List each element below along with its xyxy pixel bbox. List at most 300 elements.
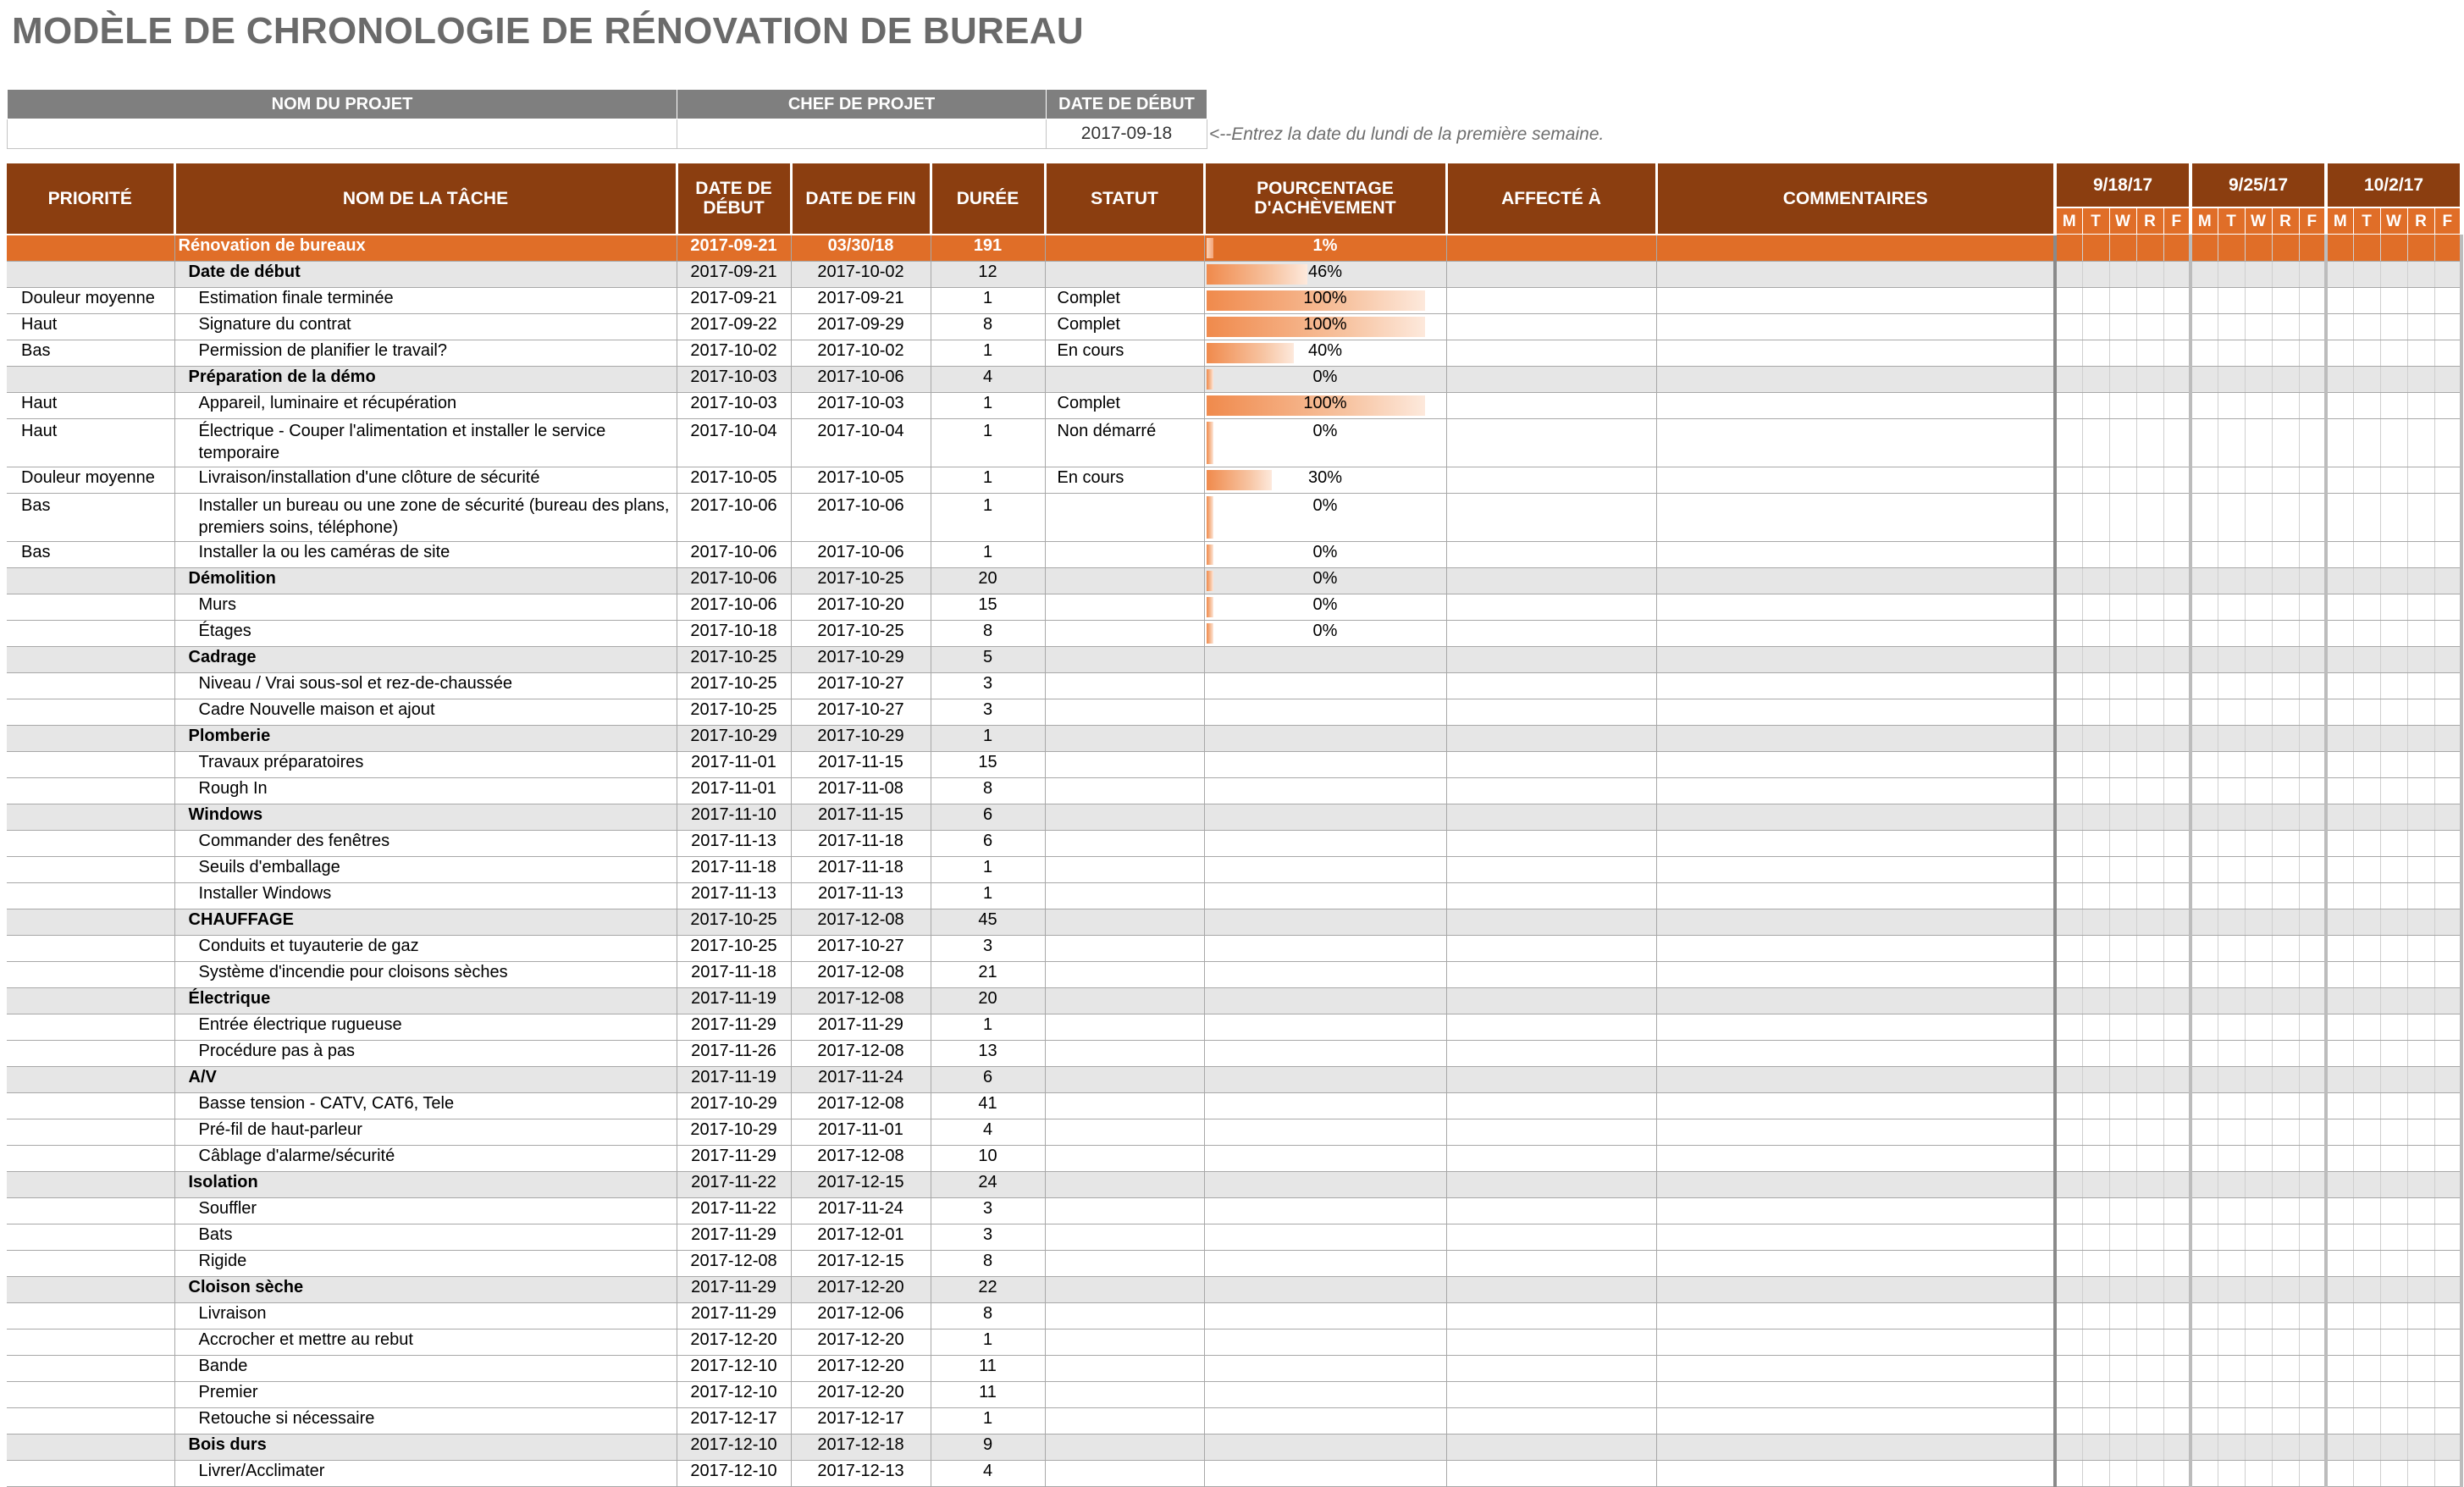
status-cell[interactable] — [1045, 1171, 1204, 1197]
start-date-cell[interactable]: 2017-09-22 — [677, 313, 791, 340]
gantt-cell[interactable] — [2218, 1329, 2245, 1355]
gantt-cell[interactable] — [2109, 725, 2136, 751]
gantt-cell[interactable] — [2272, 392, 2299, 418]
gantt-cell[interactable] — [2055, 1276, 2082, 1302]
gantt-cell[interactable] — [2218, 777, 2245, 804]
duration-cell[interactable]: 11 — [931, 1355, 1045, 1381]
gantt-cell[interactable] — [2218, 235, 2245, 262]
priority-cell[interactable] — [7, 1434, 174, 1460]
gantt-cell[interactable] — [2191, 392, 2218, 418]
gantt-cell[interactable] — [2191, 1066, 2218, 1092]
task-name-cell[interactable]: Isolation — [174, 1171, 677, 1197]
priority-cell[interactable]: Haut — [7, 392, 174, 418]
gantt-cell[interactable] — [2245, 1329, 2272, 1355]
gantt-cell[interactable] — [2055, 699, 2082, 725]
start-date-cell[interactable]: 2017-10-25 — [677, 909, 791, 935]
gantt-cell[interactable] — [2055, 418, 2082, 467]
assigned-cell[interactable] — [1446, 261, 1656, 287]
gantt-cell[interactable] — [2299, 1276, 2326, 1302]
gantt-cell[interactable] — [2245, 856, 2272, 882]
gantt-cell[interactable] — [2299, 1066, 2326, 1092]
duration-cell[interactable]: 1 — [931, 1407, 1045, 1434]
gantt-cell[interactable] — [2109, 235, 2136, 262]
task-name-cell[interactable]: Seuils d'emballage — [174, 856, 677, 882]
end-date-cell[interactable]: 2017-12-08 — [791, 1145, 931, 1171]
gantt-cell[interactable] — [2245, 935, 2272, 961]
gantt-cell[interactable] — [2326, 1355, 2353, 1381]
priority-cell[interactable] — [7, 620, 174, 646]
gantt-cell[interactable] — [2136, 777, 2163, 804]
gantt-cell[interactable] — [2136, 751, 2163, 777]
percent-cell[interactable] — [1204, 1276, 1446, 1302]
priority-cell[interactable] — [7, 1302, 174, 1329]
percent-cell[interactable] — [1204, 751, 1446, 777]
gantt-cell[interactable] — [2136, 620, 2163, 646]
comments-cell[interactable] — [1656, 1355, 2055, 1381]
gantt-cell[interactable] — [2082, 1329, 2109, 1355]
gantt-cell[interactable] — [2434, 1381, 2461, 1407]
gantt-cell[interactable] — [2245, 1014, 2272, 1040]
gantt-cell[interactable] — [2407, 777, 2434, 804]
gantt-cell[interactable] — [2163, 1197, 2191, 1224]
gantt-cell[interactable] — [2163, 725, 2191, 751]
gantt-cell[interactable] — [2218, 594, 2245, 620]
gantt-cell[interactable] — [2218, 313, 2245, 340]
gantt-cell[interactable] — [2272, 594, 2299, 620]
priority-cell[interactable]: Haut — [7, 418, 174, 467]
gantt-cell[interactable] — [2245, 672, 2272, 699]
table-row[interactable] — [7, 699, 2461, 725]
gantt-cell[interactable] — [2136, 909, 2163, 935]
table-row[interactable] — [7, 672, 2461, 699]
priority-cell[interactable]: Haut — [7, 313, 174, 340]
gantt-cell[interactable] — [2272, 1040, 2299, 1066]
status-cell[interactable]: En cours — [1045, 467, 1204, 493]
gantt-cell[interactable] — [2407, 909, 2434, 935]
gantt-cell[interactable] — [2407, 804, 2434, 830]
comments-cell[interactable] — [1656, 418, 2055, 467]
task-name-cell[interactable]: Entrée électrique rugueuse — [174, 1014, 677, 1040]
gantt-cell[interactable] — [2407, 725, 2434, 751]
gantt-cell[interactable] — [2136, 804, 2163, 830]
gantt-cell[interactable] — [2326, 467, 2353, 493]
task-name-cell[interactable]: Cadre Nouvelle maison et ajout — [174, 699, 677, 725]
gantt-cell[interactable] — [2055, 1329, 2082, 1355]
gantt-cell[interactable] — [2434, 418, 2461, 467]
gantt-cell[interactable] — [2082, 909, 2109, 935]
status-cell[interactable] — [1045, 541, 1204, 567]
duration-cell[interactable]: 8 — [931, 1250, 1045, 1276]
gantt-cell[interactable] — [2191, 1014, 2218, 1040]
duration-cell[interactable]: 3 — [931, 672, 1045, 699]
task-name-cell[interactable]: Livraison/installation d'une clôture de sécurité — [174, 467, 677, 493]
gantt-cell[interactable] — [2407, 567, 2434, 594]
gantt-cell[interactable] — [2380, 646, 2407, 672]
gantt-cell[interactable] — [2136, 1040, 2163, 1066]
percent-cell[interactable] — [1204, 392, 1446, 418]
gantt-cell[interactable] — [2380, 541, 2407, 567]
gantt-cell[interactable] — [2191, 418, 2218, 467]
priority-cell[interactable] — [7, 1171, 174, 1197]
gantt-cell[interactable] — [2380, 1040, 2407, 1066]
gantt-cell[interactable] — [2055, 1355, 2082, 1381]
project-name-cell[interactable] — [8, 119, 677, 149]
gantt-cell[interactable] — [2326, 235, 2353, 262]
gantt-cell[interactable] — [2082, 235, 2109, 262]
gantt-cell[interactable] — [2407, 235, 2434, 262]
end-date-cell[interactable]: 2017-12-08 — [791, 1092, 931, 1119]
end-date-cell[interactable]: 2017-12-20 — [791, 1381, 931, 1407]
gantt-cell[interactable] — [2245, 1145, 2272, 1171]
percent-cell[interactable] — [1204, 909, 1446, 935]
section-row[interactable] — [7, 987, 2461, 1014]
gantt-cell[interactable] — [2407, 287, 2434, 313]
percent-cell[interactable] — [1204, 1381, 1446, 1407]
priority-cell[interactable]: Bas — [7, 340, 174, 366]
gantt-cell[interactable] — [2326, 961, 2353, 987]
gantt-cell[interactable] — [2407, 1355, 2434, 1381]
table-row[interactable] — [7, 620, 2461, 646]
gantt-cell[interactable] — [2109, 261, 2136, 287]
end-date-cell[interactable]: 2017-10-20 — [791, 594, 931, 620]
end-date-cell[interactable]: 2017-12-18 — [791, 1434, 931, 1460]
table-row[interactable] — [7, 287, 2461, 313]
gantt-cell[interactable] — [2109, 392, 2136, 418]
duration-cell[interactable]: 15 — [931, 594, 1045, 620]
gantt-cell[interactable] — [2434, 725, 2461, 751]
priority-cell[interactable] — [7, 672, 174, 699]
end-date-cell[interactable]: 2017-11-24 — [791, 1066, 931, 1092]
gantt-cell[interactable] — [2109, 594, 2136, 620]
gantt-cell[interactable] — [2299, 1014, 2326, 1040]
gantt-cell[interactable] — [2434, 1171, 2461, 1197]
task-name-cell[interactable]: Étages — [174, 620, 677, 646]
gantt-cell[interactable] — [2109, 646, 2136, 672]
section-row[interactable] — [7, 1434, 2461, 1460]
gantt-cell[interactable] — [2353, 699, 2380, 725]
duration-cell[interactable]: 1 — [931, 725, 1045, 751]
status-cell[interactable] — [1045, 672, 1204, 699]
comments-cell[interactable] — [1656, 235, 2055, 262]
gantt-cell[interactable] — [2272, 646, 2299, 672]
status-cell[interactable] — [1045, 1434, 1204, 1460]
task-name-cell[interactable]: Électrique — [174, 987, 677, 1014]
gantt-cell[interactable] — [2326, 1460, 2353, 1486]
gantt-cell[interactable] — [2299, 1302, 2326, 1329]
assigned-cell[interactable] — [1446, 594, 1656, 620]
gantt-cell[interactable] — [2136, 467, 2163, 493]
gantt-cell[interactable] — [2272, 935, 2299, 961]
gantt-cell[interactable] — [2434, 699, 2461, 725]
gantt-cell[interactable] — [2218, 1014, 2245, 1040]
gantt-cell[interactable] — [2163, 987, 2191, 1014]
percent-cell[interactable] — [1204, 882, 1446, 909]
gantt-cell[interactable] — [2434, 1092, 2461, 1119]
gantt-cell[interactable] — [2136, 392, 2163, 418]
gantt-cell[interactable] — [2218, 1355, 2245, 1381]
table-row[interactable] — [7, 493, 2461, 541]
gantt-cell[interactable] — [2272, 541, 2299, 567]
gantt-cell[interactable] — [2136, 1066, 2163, 1092]
start-date-cell[interactable]: 2017-11-29 — [677, 1302, 791, 1329]
gantt-cell[interactable] — [2082, 1460, 2109, 1486]
end-date-cell[interactable]: 2017-11-18 — [791, 830, 931, 856]
duration-cell[interactable]: 4 — [931, 1460, 1045, 1486]
gantt-cell[interactable] — [2380, 261, 2407, 287]
gantt-cell[interactable] — [2407, 1381, 2434, 1407]
task-name-cell[interactable]: Conduits et tuyauterie de gaz — [174, 935, 677, 961]
gantt-cell[interactable] — [2218, 909, 2245, 935]
gantt-cell[interactable] — [2136, 594, 2163, 620]
col-priority[interactable]: PRIORITÉ — [7, 163, 174, 235]
table-row[interactable] — [7, 594, 2461, 620]
status-cell[interactable] — [1045, 1329, 1204, 1355]
gantt-cell[interactable] — [2380, 961, 2407, 987]
gantt-cell[interactable] — [2299, 235, 2326, 262]
section-row[interactable] — [7, 1171, 2461, 1197]
gantt-cell[interactable] — [2434, 830, 2461, 856]
end-date-cell[interactable]: 2017-11-24 — [791, 1197, 931, 1224]
duration-cell[interactable]: 1 — [931, 856, 1045, 882]
table-row[interactable] — [7, 1040, 2461, 1066]
gantt-cell[interactable] — [2136, 1460, 2163, 1486]
duration-cell[interactable]: 1 — [931, 467, 1045, 493]
gantt-cell[interactable] — [2272, 1329, 2299, 1355]
start-date-cell[interactable]: 2017-10-03 — [677, 366, 791, 392]
gantt-cell[interactable] — [2353, 961, 2380, 987]
gantt-cell[interactable] — [2245, 804, 2272, 830]
gantt-cell[interactable] — [2434, 261, 2461, 287]
table-row[interactable] — [7, 856, 2461, 882]
table-row[interactable] — [7, 1460, 2461, 1486]
start-date-cell[interactable]: 2017-10-05 — [677, 467, 791, 493]
gantt-cell[interactable] — [2136, 418, 2163, 467]
gantt-cell[interactable] — [2353, 672, 2380, 699]
gantt-cell[interactable] — [2299, 594, 2326, 620]
gantt-cell[interactable] — [2434, 1434, 2461, 1460]
gantt-cell[interactable] — [2434, 856, 2461, 882]
assigned-cell[interactable] — [1446, 804, 1656, 830]
gantt-cell[interactable] — [2299, 418, 2326, 467]
gantt-cell[interactable] — [2082, 313, 2109, 340]
start-date-cell[interactable]: 2017-09-18 — [1047, 119, 1207, 149]
gantt-cell[interactable] — [2245, 1355, 2272, 1381]
gantt-cell[interactable] — [2082, 1119, 2109, 1145]
gantt-cell[interactable] — [2434, 467, 2461, 493]
gantt-cell[interactable] — [2434, 1040, 2461, 1066]
gantt-cell[interactable] — [2299, 1092, 2326, 1119]
gantt-cell[interactable] — [2109, 1197, 2136, 1224]
gantt-cell[interactable] — [2191, 287, 2218, 313]
assigned-cell[interactable] — [1446, 467, 1656, 493]
gantt-cell[interactable] — [2272, 672, 2299, 699]
gantt-cell[interactable] — [2299, 1434, 2326, 1460]
gantt-cell[interactable] — [2218, 340, 2245, 366]
gantt-cell[interactable] — [2109, 418, 2136, 467]
col-status[interactable]: STATUT — [1045, 163, 1204, 235]
gantt-cell[interactable] — [2082, 1145, 2109, 1171]
gantt-cell[interactable] — [2353, 830, 2380, 856]
gantt-cell[interactable] — [2299, 882, 2326, 909]
end-date-cell[interactable]: 2017-09-29 — [791, 313, 931, 340]
gantt-cell[interactable] — [2191, 261, 2218, 287]
task-name-cell[interactable]: Windows — [174, 804, 677, 830]
gantt-cell[interactable] — [2299, 1250, 2326, 1276]
gantt-cell[interactable] — [2299, 366, 2326, 392]
status-cell[interactable] — [1045, 1066, 1204, 1092]
gantt-cell[interactable] — [2245, 961, 2272, 987]
status-cell[interactable] — [1045, 1355, 1204, 1381]
gantt-cell[interactable] — [2299, 725, 2326, 751]
gantt-cell[interactable] — [2055, 313, 2082, 340]
gantt-cell[interactable] — [2055, 366, 2082, 392]
gantt-cell[interactable] — [2082, 646, 2109, 672]
gantt-cell[interactable] — [2245, 340, 2272, 366]
gantt-cell[interactable] — [2245, 1197, 2272, 1224]
status-cell[interactable] — [1045, 261, 1204, 287]
gantt-cell[interactable] — [2163, 392, 2191, 418]
gantt-cell[interactable] — [2109, 1381, 2136, 1407]
gantt-cell[interactable] — [2326, 882, 2353, 909]
gantt-cell[interactable] — [2326, 646, 2353, 672]
gantt-cell[interactable] — [2163, 1250, 2191, 1276]
comments-cell[interactable] — [1656, 1329, 2055, 1355]
comments-cell[interactable] — [1656, 1224, 2055, 1250]
gantt-cell[interactable] — [2245, 751, 2272, 777]
start-date-cell[interactable]: 2017-11-10 — [677, 804, 791, 830]
gantt-cell[interactable] — [2299, 909, 2326, 935]
assigned-cell[interactable] — [1446, 493, 1656, 541]
gantt-cell[interactable] — [2299, 567, 2326, 594]
status-cell[interactable] — [1045, 804, 1204, 830]
end-date-cell[interactable]: 2017-10-25 — [791, 620, 931, 646]
comments-cell[interactable] — [1656, 1276, 2055, 1302]
gantt-cell[interactable] — [2245, 493, 2272, 541]
gantt-cell[interactable] — [2434, 392, 2461, 418]
start-date-cell[interactable]: 2017-11-29 — [677, 1224, 791, 1250]
gantt-cell[interactable] — [2082, 935, 2109, 961]
comments-cell[interactable] — [1656, 594, 2055, 620]
assigned-cell[interactable] — [1446, 287, 1656, 313]
table-row[interactable] — [7, 935, 2461, 961]
gantt-cell[interactable] — [2272, 777, 2299, 804]
gantt-cell[interactable] — [2136, 856, 2163, 882]
gantt-cell[interactable] — [2218, 646, 2245, 672]
start-date-cell[interactable]: 2017-10-29 — [677, 1119, 791, 1145]
table-row[interactable] — [7, 1092, 2461, 1119]
percent-cell[interactable] — [1204, 1014, 1446, 1040]
gantt-cell[interactable] — [2136, 567, 2163, 594]
table-row[interactable] — [7, 1119, 2461, 1145]
gantt-cell[interactable] — [2407, 366, 2434, 392]
gantt-cell[interactable] — [2272, 1407, 2299, 1434]
table-row[interactable] — [7, 392, 2461, 418]
gantt-cell[interactable] — [2082, 672, 2109, 699]
gantt-cell[interactable] — [2434, 620, 2461, 646]
gantt-cell[interactable] — [2353, 541, 2380, 567]
start-date-cell[interactable]: 2017-10-25 — [677, 935, 791, 961]
gantt-cell[interactable] — [2353, 567, 2380, 594]
status-cell[interactable] — [1045, 699, 1204, 725]
gantt-cell[interactable] — [2218, 567, 2245, 594]
percent-cell[interactable] — [1204, 1197, 1446, 1224]
gantt-cell[interactable] — [2272, 1014, 2299, 1040]
gantt-cell[interactable] — [2272, 699, 2299, 725]
start-date-cell[interactable]: 2017-10-04 — [677, 418, 791, 467]
gantt-cell[interactable] — [2191, 1329, 2218, 1355]
gantt-cell[interactable] — [2272, 725, 2299, 751]
gantt-cell[interactable] — [2191, 1355, 2218, 1381]
percent-cell[interactable] — [1204, 1224, 1446, 1250]
duration-cell[interactable]: 8 — [931, 1302, 1045, 1329]
status-cell[interactable] — [1045, 1197, 1204, 1224]
gantt-cell[interactable] — [2380, 751, 2407, 777]
priority-cell[interactable] — [7, 1329, 174, 1355]
assigned-cell[interactable] — [1446, 235, 1656, 262]
gantt-cell[interactable] — [2353, 366, 2380, 392]
task-name-cell[interactable]: Pré-fil de haut-parleur — [174, 1119, 677, 1145]
gantt-cell[interactable] — [2191, 235, 2218, 262]
comments-cell[interactable] — [1656, 1460, 2055, 1486]
gantt-cell[interactable] — [2434, 672, 2461, 699]
gantt-cell[interactable] — [2380, 287, 2407, 313]
gantt-cell[interactable] — [2353, 1040, 2380, 1066]
gantt-cell[interactable] — [2380, 1329, 2407, 1355]
gantt-cell[interactable] — [2407, 1145, 2434, 1171]
table-row[interactable] — [7, 340, 2461, 366]
gantt-cell[interactable] — [2272, 856, 2299, 882]
gantt-cell[interactable] — [2218, 1276, 2245, 1302]
gantt-cell[interactable] — [2109, 1066, 2136, 1092]
section-row[interactable] — [7, 261, 2461, 287]
percent-cell[interactable] — [1204, 620, 1446, 646]
gantt-cell[interactable] — [2353, 1250, 2380, 1276]
gantt-cell[interactable] — [2055, 987, 2082, 1014]
gantt-cell[interactable] — [2163, 830, 2191, 856]
table-row[interactable] — [7, 1355, 2461, 1381]
gantt-cell[interactable] — [2326, 1092, 2353, 1119]
gantt-cell[interactable] — [2191, 672, 2218, 699]
task-name-cell[interactable]: Rénovation de bureaux — [174, 235, 677, 262]
section-row[interactable] — [7, 1066, 2461, 1092]
gantt-cell[interactable] — [2326, 1066, 2353, 1092]
gantt-cell[interactable] — [2299, 392, 2326, 418]
assigned-cell[interactable] — [1446, 1329, 1656, 1355]
percent-cell[interactable] — [1204, 830, 1446, 856]
gantt-cell[interactable] — [2407, 340, 2434, 366]
gantt-cell[interactable] — [2380, 366, 2407, 392]
gantt-cell[interactable] — [2380, 620, 2407, 646]
task-name-cell[interactable]: Plomberie — [174, 725, 677, 751]
duration-cell[interactable]: 4 — [931, 366, 1045, 392]
gantt-cell[interactable] — [2245, 1171, 2272, 1197]
gantt-cell[interactable] — [2136, 261, 2163, 287]
gantt-cell[interactable] — [2082, 882, 2109, 909]
gantt-cell[interactable] — [2136, 1171, 2163, 1197]
gantt-cell[interactable] — [2109, 1250, 2136, 1276]
status-cell[interactable] — [1045, 935, 1204, 961]
end-date-cell[interactable]: 2017-12-01 — [791, 1224, 931, 1250]
gantt-cell[interactable] — [2082, 1224, 2109, 1250]
gantt-cell[interactable] — [2434, 313, 2461, 340]
gantt-cell[interactable] — [2109, 751, 2136, 777]
gantt-cell[interactable] — [2082, 594, 2109, 620]
assigned-cell[interactable] — [1446, 1224, 1656, 1250]
gantt-cell[interactable] — [2191, 493, 2218, 541]
gantt-cell[interactable] — [2326, 856, 2353, 882]
status-cell[interactable] — [1045, 961, 1204, 987]
gantt-cell[interactable] — [2380, 1381, 2407, 1407]
